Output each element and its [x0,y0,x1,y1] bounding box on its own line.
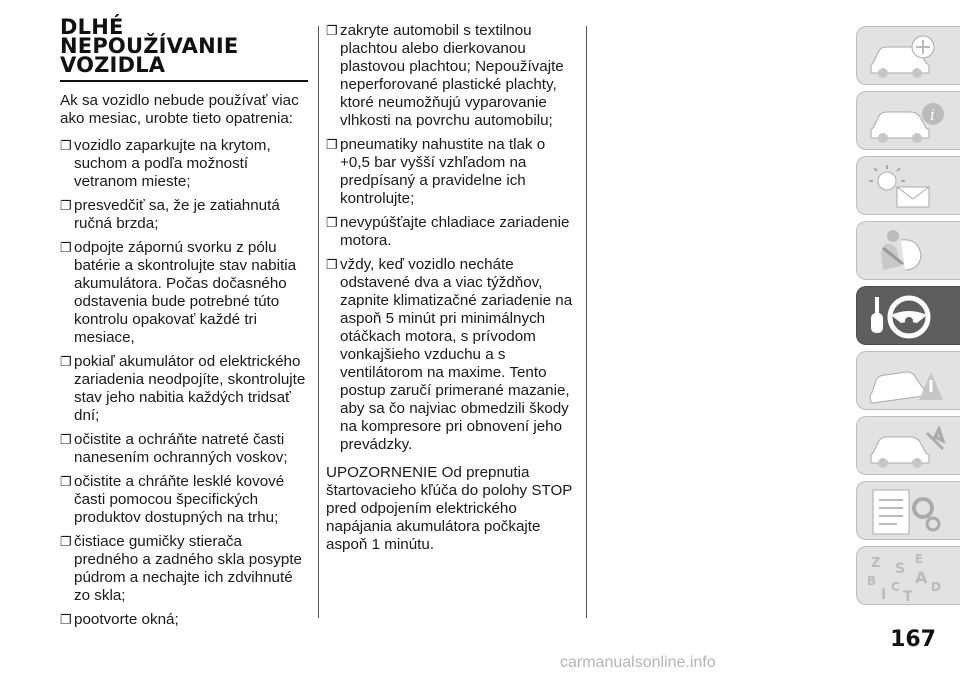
index-letter: I [881,587,887,603]
heading-line: DLHÉ [60,15,124,39]
heading-line: NEPOUŽÍVANIE [60,34,239,58]
index-letter: D [931,580,941,594]
warning-light-message-icon [863,161,953,213]
warning-note: UPOZORNENIE Od prepnutia štartovacieho kľúča do polohy STOP pred odpojením elektrického napájania akumulátora počkajte aspoň 1 minútu. [326,464,573,553]
chapter-tabs [856,26,960,611]
column-divider [318,26,319,618]
car-breakdown-icon [863,356,953,408]
checkbox-bullet: ❐ [326,23,338,38]
checkbox-bullet: ❐ [60,240,72,255]
alphabetical-index-icon [863,551,953,603]
index-letter: S [895,561,906,577]
list-item [60,431,308,467]
list-item [326,136,576,208]
checklist-left [60,137,308,629]
list-item-text: pootvorte okná; [74,611,179,628]
tab-starting-driving[interactable] [856,286,960,345]
list-item [60,137,308,191]
index-letter: E [915,552,924,566]
right-column [326,22,576,563]
list-item-text: očistite a chráňte lesklé kovové časti pomocou špecifických produktov dostupných na trhu; [74,473,285,526]
checkbox-bullet: ❐ [60,354,72,369]
car-maintenance-icon [863,421,953,473]
list-item-text: pneumatiky nahustite na tlak o +0,5 bar vyšší vzhľadom na predpísaný a pravidelne ich kontrolujte; [340,136,546,207]
list-item [60,473,308,527]
heading-line: VOZIDLA [60,53,166,77]
intro-paragraph: Ak sa vozidlo nebude používať viac ako mesiac, urobte tieto opatrenia: [60,92,299,127]
column-divider [586,26,587,618]
checkbox-bullet: ❐ [60,138,72,153]
list-item [60,611,308,629]
list-item [60,353,308,425]
tab-emergency[interactable] [856,351,960,410]
tab-dashboard[interactable] [856,26,960,85]
list-item-text: pokiaľ akumulátor od elektrického zariadenia neodpojíte, skontrolujte stav jeho nabitia každých tridsať dní; [74,353,306,424]
list-item [60,197,308,233]
checkbox-bullet: ❐ [326,137,338,152]
airbag-safety-icon [863,226,953,278]
list-item [60,239,308,347]
checklist-right [326,22,576,454]
list-item [60,533,308,605]
list-item-text: zakryte automobil s textilnou plachtou alebo dierkovanou plastovou plachtou; Nepoužívajte neperforované plastické plachty, ktoré neumožňujú vyparovanie vlhkosti na povrchu automobilu; [340,22,564,129]
car-info-icon [863,96,953,148]
tab-index[interactable] [856,546,960,605]
list-item [326,214,576,250]
tab-vehicle-info[interactable] [856,91,960,150]
checkbox-bullet: ❐ [60,474,72,489]
car-dashboard-icon [863,31,953,83]
tab-warning-lights[interactable] [856,156,960,215]
checkbox-bullet: ❐ [60,198,72,213]
tab-maintenance[interactable] [856,416,960,475]
tab-technical-data[interactable] [856,481,960,540]
technical-data-icon [863,486,953,538]
list-item-text: vždy, keď vozidlo necháte odstavené dva a viac týždňov, zapnite klimatizačné zariadenie na aspoň 5 minút pri minimálnych otáčkach motora, s prívodom vonkajšieho vzduchu a s ventilátorom na maxime. Tento postup zaručí primerané mazanie, aby sa čo najviac obmedzili škody na kompresore pri obnovení jeho prevádzky. [340,256,573,453]
list-item [326,22,576,130]
watermark: carmanualsonline.info [560,654,716,671]
checkbox-bullet: ❐ [60,612,72,627]
list-item-text: odpojte zápornú svorku z pólu batérie a skontrolujte stav nabitia akumulátora. Počas dočasného odstavenia bude potrebné túto kontrolu opakovať každé tri mesiace, [74,239,297,346]
list-item-text: vozidlo zaparkujte na krytom, suchom a podľa možností vetranom mieste; [74,137,271,190]
svg-text:i: i [930,106,935,124]
index-letter: C [891,580,900,594]
checkbox-bullet: ❐ [60,534,72,549]
left-column [60,15,308,635]
checkbox-bullet: ❐ [60,432,72,447]
checkbox-bullet: ❐ [326,257,338,272]
heading-rule [60,80,308,82]
index-letter: B [867,574,877,588]
list-item [326,256,576,454]
list-item-text: čistiace gumičky stierača predného a zadného skla posypte púdrom a nechajte ich zdvihnuté zo skla; [74,533,302,604]
list-item-text: presvedčiť sa, že je zatiahnutá ručná brzda; [74,197,280,232]
tab-safety[interactable] [856,221,960,280]
key-steering-wheel-icon [863,291,953,343]
checkbox-bullet: ❐ [326,215,338,230]
index-letter: Z [871,556,881,571]
index-letter: T [903,589,913,603]
list-item-text: očistite a ochráňte natreté časti nanesením ochranných voskov; [74,431,288,466]
list-item-text: nevypúšťajte chladiace zariadenie motora. [340,214,570,249]
index-letter: A [915,568,928,587]
section-heading [60,15,308,77]
page-number: 167 [890,627,936,652]
